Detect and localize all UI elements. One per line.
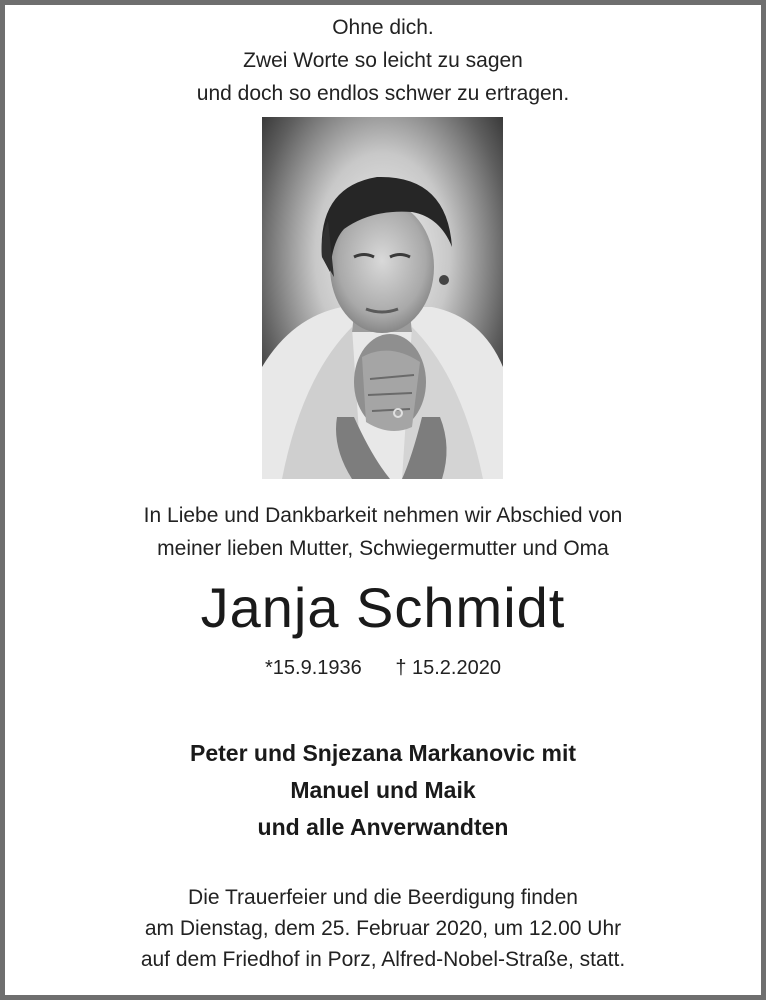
service-line-2: am Dienstag, dem 25. Februar 2020, um 12.00 Uhr bbox=[144, 917, 622, 940]
mourners-line-3: und alle Anverwandten bbox=[257, 814, 509, 840]
mourners-line-1: Peter und Snjezana Markanovic mit bbox=[189, 740, 576, 766]
deceased-name: Janja Schmidt bbox=[200, 576, 566, 639]
poem bbox=[5, 11, 761, 110]
portrait-icon bbox=[262, 117, 503, 479]
service-line-3: auf dem Friedhof in Porz, Alfred-Nobel-Straße, statt. bbox=[140, 948, 626, 971]
poem-line-1: Ohne dich. bbox=[332, 16, 434, 39]
intro-line-1: In Liebe und Dankbarkeit nehmen wir Abschied von bbox=[143, 504, 623, 527]
funeral-service-info bbox=[5, 882, 761, 975]
intro-line-2: meiner lieben Mutter, Schwiegermutter und Oma bbox=[157, 537, 609, 560]
service-line-1: Die Trauerfeier und die Beerdigung finden bbox=[188, 886, 578, 909]
death-date: † 15.2.2020 bbox=[395, 657, 501, 679]
life-dates bbox=[5, 653, 761, 683]
mourners-line-2: Manuel und Maik bbox=[290, 777, 476, 803]
mourners bbox=[5, 735, 761, 846]
poem-line-2: Zwei Worte so leicht zu sagen bbox=[243, 49, 523, 72]
portrait-photo bbox=[262, 117, 503, 479]
birth-date: *15.9.1936 bbox=[265, 657, 362, 679]
poem-line-3: und doch so endlos schwer zu ertragen. bbox=[196, 82, 570, 105]
intro-text bbox=[5, 499, 761, 565]
